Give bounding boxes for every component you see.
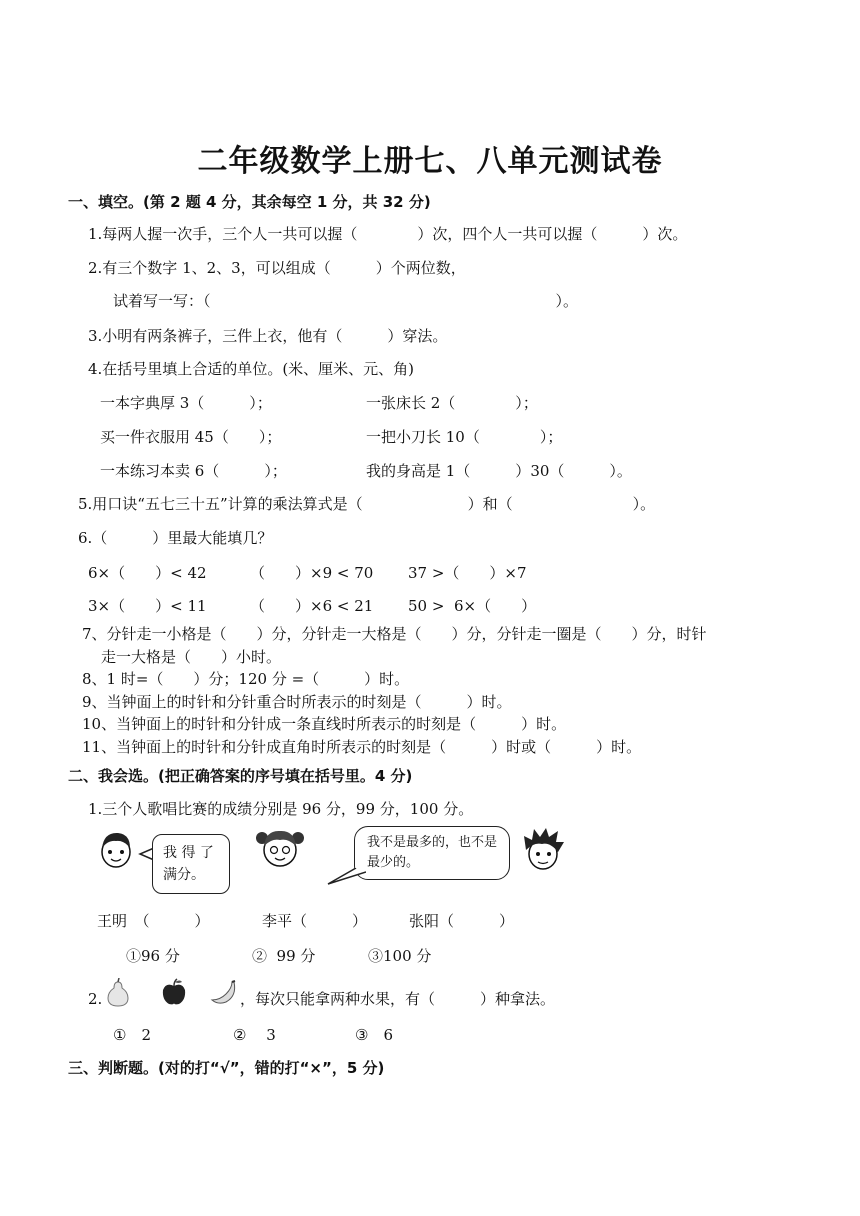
name-answer: 李平（ ） xyxy=(262,912,368,930)
q4-item: 一张床长 2（ ）； xyxy=(366,394,538,412)
option: ① 2 xyxy=(113,1026,151,1044)
section-1-heading: 一、填空。(第 2 题 4 分，其余每空 1 分，共 32 分) xyxy=(68,193,431,211)
question-1-9: 9、当钟面上的时针和分针重合时所表示的时刻是（ ）时。 xyxy=(82,693,512,711)
boy-icon xyxy=(96,828,136,872)
q4-item: 买一件衣服用 45（ ）； xyxy=(100,428,282,446)
option: ② 3 xyxy=(233,1026,276,1044)
apple-icon xyxy=(160,978,188,1006)
q6-item: （ ）×6 < 21 xyxy=(250,597,374,615)
speech-bubble-1: 我 得 了 满分。 xyxy=(152,834,230,894)
question-2-1: 1.三个人歌唱比赛的成绩分别是 96 分，99 分，100 分。 xyxy=(88,800,474,818)
q6-item: 6×（ ）< 42 xyxy=(88,564,207,582)
question-2-2-number: 2. xyxy=(88,990,103,1008)
option: ③ 6 xyxy=(355,1026,393,1044)
question-1-6: 6.（ ）里最大能填几？ xyxy=(78,529,273,547)
question-1-8: 8、1 时=（ ）分；120 分 =（ ）时。 xyxy=(82,670,410,688)
question-1-2a: 2.有三个数字 1、2、3，可以组成（ ）个两位数， xyxy=(88,259,466,277)
question-1-11: 11、当钟面上的时针和分针成直角时所表示的时刻是（ ）时或（ ）时。 xyxy=(82,738,642,756)
girl-icon xyxy=(254,824,306,872)
bubble-tail xyxy=(326,868,366,886)
section-2-heading: 二、我会选。(把正确答案的序号填在括号里。4 分) xyxy=(68,767,413,785)
question-1-7b: 走一大格是（ ）小时。 xyxy=(101,648,282,666)
question-1-10: 10、当钟面上的时针和分针成一条直线时所表示的时刻是（ ）时。 xyxy=(82,715,567,733)
option: ② 99 分 xyxy=(252,947,316,965)
option: ①96 分 xyxy=(126,947,180,965)
option: ③100 分 xyxy=(368,947,432,965)
q6-item: 3×（ ）< 11 xyxy=(88,597,207,615)
q4-item: 一本练习本卖 6（ ）； xyxy=(100,462,287,480)
q4-item: 一把小刀长 10（ ）； xyxy=(366,428,563,446)
question-1-3: 3.小明有两条裤子，三件上衣，他有（ ）穿法。 xyxy=(88,327,448,345)
question-1-7a: 7、分针走一小格是（ ）分，分针走一大格是（ ）分，分针走一圈是（ ）分，时针 xyxy=(82,625,707,643)
name-answer: 王明 （ ） xyxy=(97,912,210,930)
question-1-4: 4.在括号里填上合适的单位。(米、厘米、元、角) xyxy=(88,360,415,378)
banana-icon xyxy=(210,980,238,1006)
question-1-5: 5.用口诀“五七三十五”计算的乘法算式是（ ）和（ ）。 xyxy=(78,495,656,513)
page-title: 二年级数学上册七、八单元测试卷 xyxy=(197,144,663,179)
q6-item: （ ）×9 < 70 xyxy=(250,564,374,582)
kid-icon xyxy=(520,826,566,874)
question-1-2b: 试着写一写：（ ）。 xyxy=(113,292,579,310)
question-2-2: ，每次只能拿两种水果，有（ ）种拿法。 xyxy=(240,990,556,1008)
q4-item: 一本字典厚 3（ ）； xyxy=(100,394,272,412)
section-3-heading: 三、判断题。(对的打“√”，错的打“×”，5 分) xyxy=(68,1059,385,1077)
q4-item: 我的身高是 1（ ）30（ ）。 xyxy=(366,462,632,480)
question-1-1: 1.每两人握一次手，三个人一共可以握（ ）次，四个人一共可以握（ ）次。 xyxy=(88,225,688,243)
pear-icon xyxy=(104,978,132,1008)
q6-item: 37 >（ ）×7 xyxy=(408,564,527,582)
q6-item: 50 > 6×（ ） xyxy=(408,597,537,615)
speech-bubble-2: 我不是最多的，也不是最少的。 xyxy=(354,826,510,880)
name-answer: 张阳（ ） xyxy=(409,912,515,930)
